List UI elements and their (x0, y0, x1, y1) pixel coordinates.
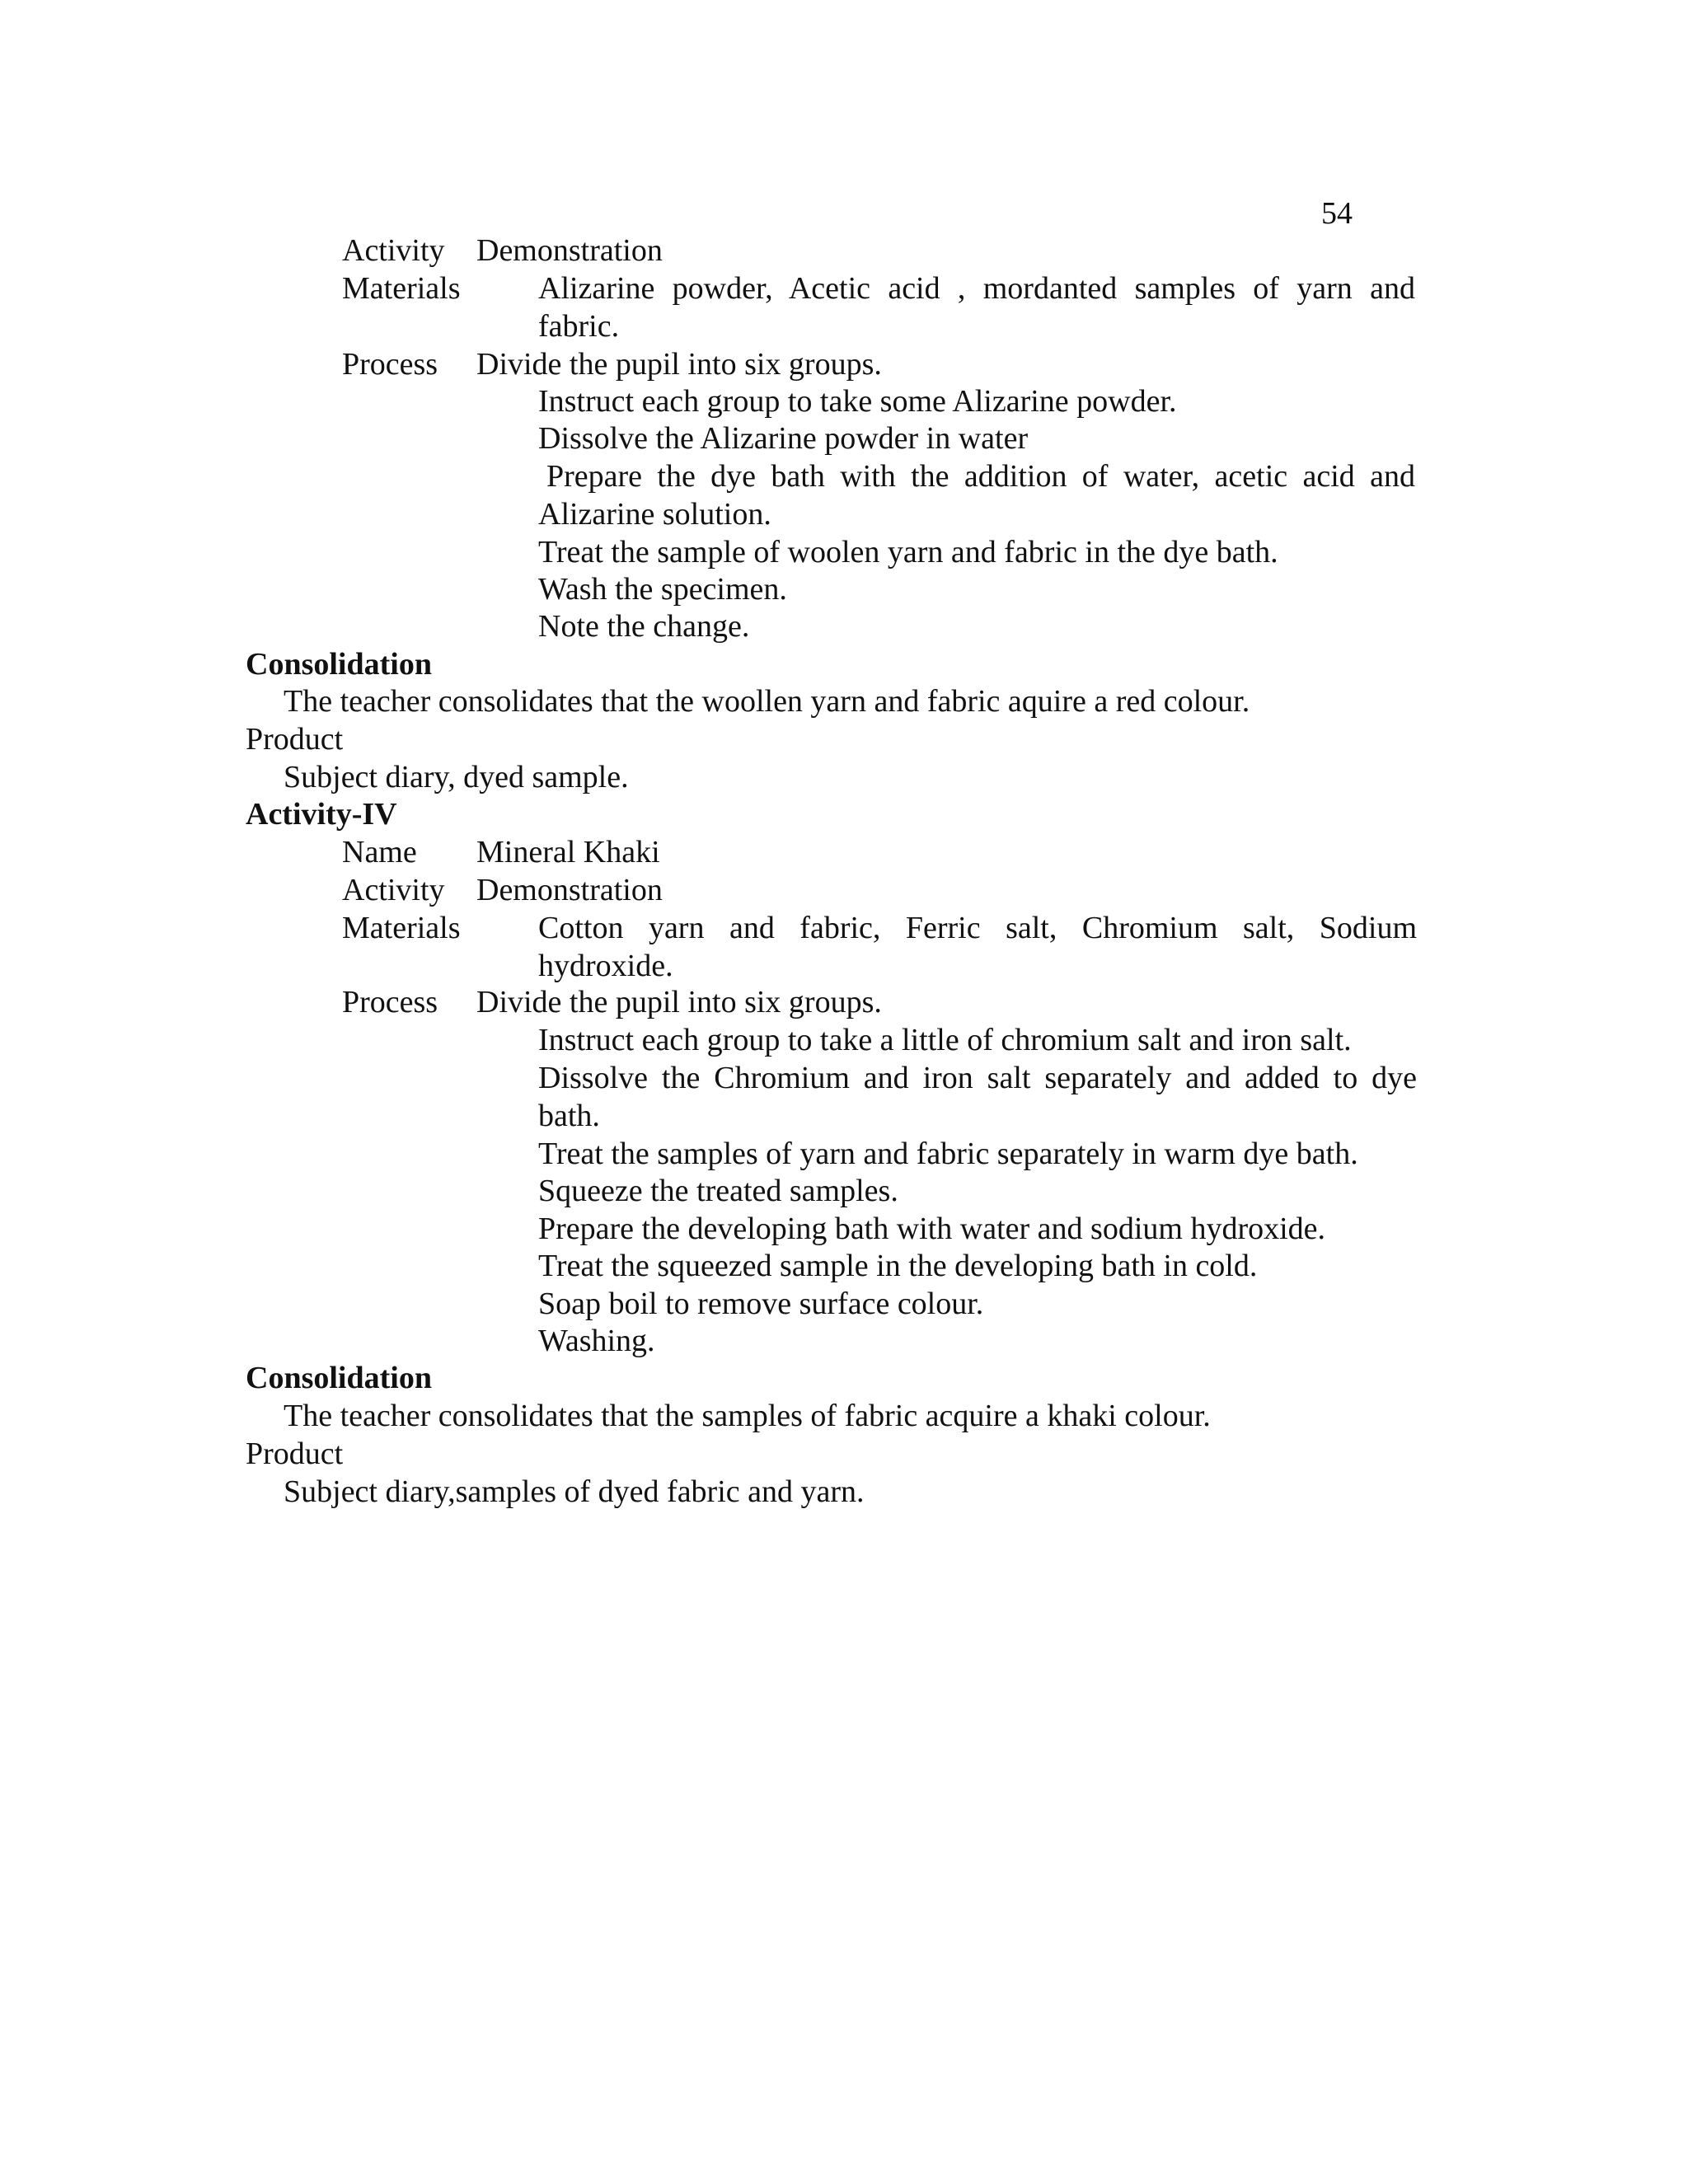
process-step: Prepare the dye bath with the addition of water, acetic acid and (546, 459, 1415, 494)
activity-value: Demonstration (476, 873, 663, 907)
page-number: 54 (1321, 196, 1353, 231)
process-step: Soap boil to remove surface colour. (538, 1286, 984, 1321)
process-step: Wash the specimen. (538, 572, 787, 607)
process-step: Divide the pupil into six groups. (476, 985, 882, 1019)
process-step: Note the change. (538, 609, 750, 644)
process-step: Instruct each group to take some Alizarine powder. (538, 384, 1177, 419)
process-step: Squeeze the treated samples. (538, 1174, 898, 1208)
product-heading: Product (246, 722, 344, 757)
process-step: Divide the pupil into six groups. (476, 347, 882, 382)
process-label: Process (342, 347, 438, 382)
materials-text-cont: hydroxide. (538, 949, 673, 983)
process-step: bath. (538, 1099, 600, 1133)
materials-text: Cotton yarn and fabric, Ferric salt, Chromium salt, Sodium (538, 911, 1417, 945)
product-heading: Product (246, 1436, 344, 1471)
materials-text-cont: fabric. (538, 309, 620, 344)
process-step: Treat the sample of woolen yarn and fabric in the dye bath. (538, 535, 1278, 569)
product-text: Subject diary,samples of dyed fabric and yarn. (284, 1474, 865, 1509)
process-step: Instruct each group to take a little of chromium salt and iron salt. (538, 1023, 1352, 1057)
activity-label: Activity (342, 233, 445, 268)
process-step: Treat the squeezed sample in the developing bath in cold. (538, 1249, 1258, 1283)
activity-value: Demonstration (476, 233, 663, 268)
consolidation-heading: Consolidation (246, 1361, 432, 1395)
process-step: Treat the samples of yarn and fabric separately in warm dye bath. (538, 1137, 1358, 1171)
activity-label: Activity (342, 873, 445, 907)
activity-heading: Activity-IV (246, 797, 397, 832)
name-value: Mineral Khaki (476, 835, 660, 869)
process-step: Prepare the developing bath with water and sodium hydroxide. (538, 1212, 1326, 1246)
process-step: Dissolve the Alizarine powder in water (538, 421, 1029, 456)
process-step: Alizarine solution. (538, 497, 771, 532)
process-step: Washing. (538, 1324, 655, 1358)
consolidation-text: The teacher consolidates that the samples of fabric acquire a khaki colour. (284, 1399, 1211, 1433)
name-label: Name (342, 835, 417, 869)
materials-text: Alizarine powder, Acetic acid , mordanted samples of yarn and (538, 271, 1415, 306)
process-step: Dissolve the Chromium and iron salt separately and added to dye (538, 1061, 1417, 1095)
product-text: Subject diary, dyed sample. (284, 760, 629, 794)
materials-label: Materials (342, 271, 461, 306)
consolidation-text: The teacher consolidates that the woollen yarn and fabric aquire a red colour. (284, 684, 1250, 719)
materials-label: Materials (342, 911, 461, 945)
process-label: Process (342, 985, 438, 1019)
consolidation-heading: Consolidation (246, 647, 432, 682)
